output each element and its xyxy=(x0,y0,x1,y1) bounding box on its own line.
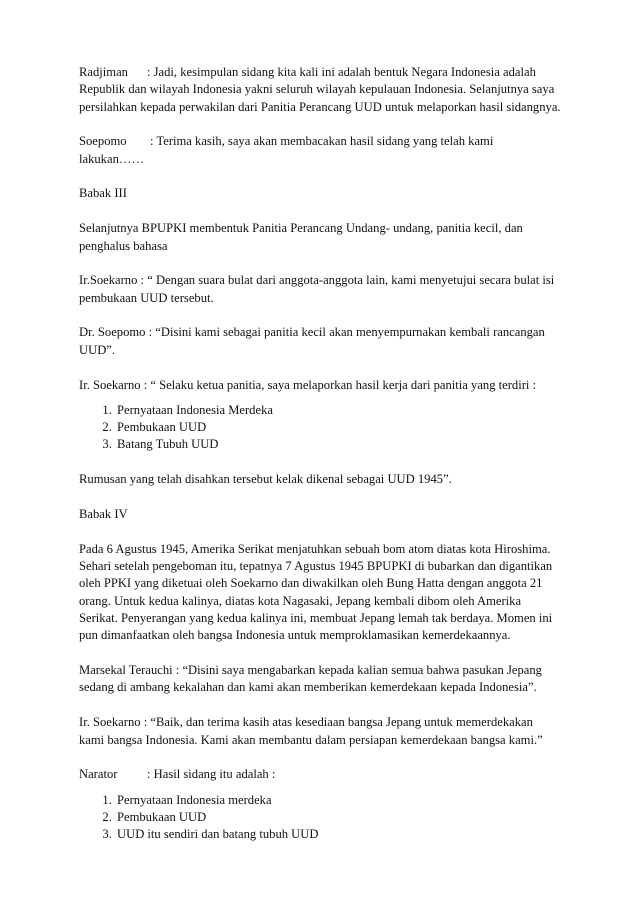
list-item: 2. Pembukaan UUD xyxy=(115,809,561,826)
dialogue-soekarno-3: Ir. Soekarno : “Baik, dan terima kasih atas kesediaan bangsa Jepang untuk memerdekakan kami bangsa Indonesia. Kami akan membantu dalam persiapan kemerdekaan bangsa kami.” xyxy=(79,715,543,747)
dialogue-text: : Terima kasih, saya akan membacakan hasil sidang yang telah kami lakukan…… xyxy=(79,134,494,166)
dialogue-narator xyxy=(79,766,561,783)
narration-paragraph: Pada 6 Agustus 1945, Amerika Serikat menjatuhkan sebuah bom atom diatas kota Hiroshima. Sehari setelah pengeboman itu, tepatnya 7 Agustus 1945 BPUPKI di bubarkan dan digantikan oleh PPKI yang diketuai oleh Soekarno dan diwakilkan oleh Bung Hatta dengan anggota 21 orang. Untuk kedua kalinya, diatas kota Nagasaki, Jepang kembali dibom oleh Amerika Serikat. Penyerangan yang kedua kalinya ini, membuat Jepang lemah tak berdaya. Momen ini pun dimanfaatkan oleh bangsa Indonesia untuk memproklamasikan kemerdekaannya. xyxy=(79,541,553,643)
act-heading-3: Babak III xyxy=(79,186,127,201)
act-heading-4: Babak IV xyxy=(79,507,128,522)
list-item: 1. Pernyataan Indonesia Merdeka xyxy=(115,402,561,419)
dialogue-text: : Jadi, kesimpulan sidang kita kali ini adalah bentuk Negara Indonesia adalah Republik dan wilayah Indonesia yakni seluruh wilayah kepulauan Indonesia. Selanjutnya saya persilahkan kepada perwakilan dari Panitia Perancang UUD untuk melaporkan hasil sidangnya. xyxy=(79,65,561,114)
narration-paragraph: Selanjutnya BPUPKI membentuk Panitia Perancang Undang- undang, panitia kecil, dan penghalus bahasa xyxy=(79,221,523,253)
speaker-name: Soepomo xyxy=(79,134,127,149)
dialogue-soepomo xyxy=(79,133,561,168)
speaker-name: Narator xyxy=(79,767,118,782)
speaker-name: Radjiman xyxy=(79,65,128,79)
dialogue-radjiman xyxy=(79,64,561,116)
document-page xyxy=(79,64,561,861)
dialogue-terauchi: Marsekal Terauchi : “Disini saya mengabarkan kepada kalian semua bahwa pasukan Jepang sedang di ambang kekalahan dan kami akan memberikan kemerdekaan kepada Indonesia”. xyxy=(79,663,542,695)
dialogue-soekarno-1: Ir.Soekarno : “ Dengan suara bulat dari anggota-anggota lain, kami menyetujui secara bulat isi pembukaan UUD tersebut. xyxy=(79,273,555,305)
numbered-list-1 xyxy=(79,402,561,454)
list-item: 3. Batang Tubuh UUD xyxy=(115,436,561,453)
list-item: 2. Pembukaan UUD xyxy=(115,419,561,436)
list-item: 1. Pernyataan Indonesia merdeka xyxy=(115,792,561,809)
list-item: 3. UUD itu sendiri dan batang tubuh UUD xyxy=(115,826,561,843)
dialogue-text: : Hasil sidang itu adalah : xyxy=(147,767,276,782)
dialogue-soekarno-2: Ir. Soekarno : “ Selaku ketua panitia, saya melaporkan hasil kerja dari panitia yang terdiri : xyxy=(79,377,537,392)
narration-paragraph: Rumusan yang telah disahkan tersebut kelak dikenal sebagai UUD 1945”. xyxy=(79,472,452,487)
numbered-list-2 xyxy=(79,792,561,844)
dialogue-soepomo-2: Dr. Soepomo : “Disini kami sebagai panitia kecil akan menyempurnakan kembali rancangan UUD”. xyxy=(79,325,545,357)
